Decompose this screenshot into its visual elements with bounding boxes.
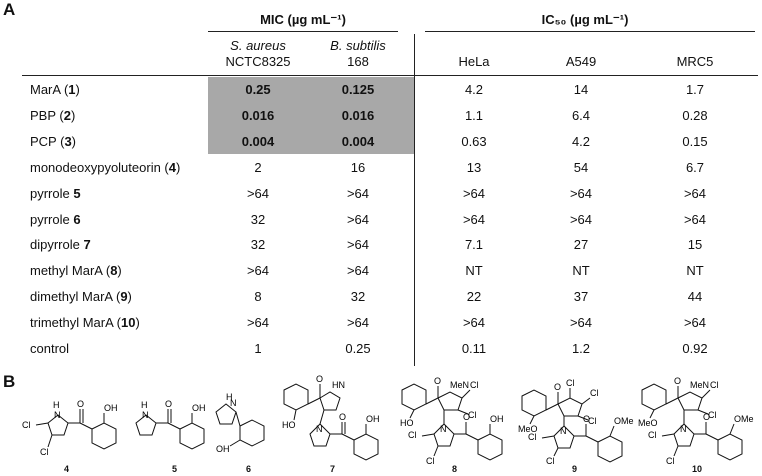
value-cell: 6.7 [685,159,705,175]
svg-text:N: N [440,424,447,434]
compound-name: methyl MarA (8) [30,263,122,279]
svg-text:MeO: MeO [518,424,538,434]
value-cell: NT [465,263,483,279]
value-cell: 7.1 [464,237,484,253]
svg-text:Cl: Cl [546,456,555,466]
value-cell: 32 [250,237,266,253]
structure-6 [206,390,276,470]
value-cell: 0.28 [682,107,708,123]
value-cell: >64 [346,211,370,227]
header-divider [22,75,758,76]
svg-text:Cl: Cl [590,388,599,398]
svg-text:HO: HO [400,418,414,428]
svg-text:O: O [703,412,711,422]
svg-text:Cl: Cl [566,378,575,388]
compound-label-6: 6 [246,464,252,474]
value-cell: 32 [350,289,366,305]
table-row [0,259,762,285]
value-cell: 0.016 [241,107,275,123]
svg-text:Cl: Cl [40,447,49,457]
value-cell: 1.1 [464,107,484,123]
svg-text:OH: OH [490,414,504,424]
svg-text:N: N [54,410,61,420]
mic-group-header: MIC (µg mL⁻¹) [260,12,346,27]
value-cell: >64 [462,315,486,331]
svg-text:N: N [142,410,149,420]
value-cell: 16 [350,159,366,175]
table-row [0,182,762,208]
value-cell: >64 [346,185,370,201]
structure-7 [280,376,390,471]
value-cell: 0.11 [461,341,487,356]
svg-text:O: O [165,399,173,409]
value-cell: >64 [569,185,593,201]
value-cell: NT [572,263,590,279]
value-cell: 0.25 [245,82,271,97]
col-header-mrc5: MRC5 [676,54,714,69]
svg-text:Cl: Cl [648,430,657,440]
col-header-a549: A549 [565,54,597,69]
compound-label-5: 5 [172,464,178,474]
svg-text:HO: HO [282,420,296,430]
value-cell: 4.2 [571,133,591,149]
svg-text:OMe: OMe [614,416,634,426]
structure-4 [20,395,130,470]
structure-9 [518,376,643,471]
compound-name: PCP (3) [30,133,77,149]
compound-label-8: 8 [452,464,458,474]
value-cell: >64 [462,185,486,201]
svg-text:Cl: Cl [408,430,417,440]
table-row [0,337,762,363]
svg-text:HN: HN [332,380,345,390]
table-row [0,208,762,234]
value-cell: 13 [466,159,482,175]
svg-text:MeN: MeN [690,380,710,390]
compound-name: pyrrole 6 [30,211,81,227]
compound-name: monodeoxypyoluteorin (4) [30,159,181,175]
svg-text:O: O [339,412,347,422]
value-cell: 0.004 [241,133,275,149]
compound-name: pyrrole 5 [30,185,81,201]
compound-name: trimethyl MarA (10) [30,315,140,331]
svg-text:O: O [674,376,682,386]
structure-10 [638,376,762,471]
value-cell: 0.125 [341,82,375,97]
svg-text:H: H [53,400,60,410]
svg-text:Cl: Cl [588,416,597,426]
value-cell: 0.92 [682,341,708,356]
value-cell: 27 [573,237,589,253]
svg-text:Cl: Cl [470,380,479,390]
svg-text:OH: OH [216,444,230,454]
compound-name: dipyrrole 7 [30,237,91,253]
compound-label-7: 7 [330,464,336,474]
svg-text:N: N [560,426,567,436]
svg-text:H: H [226,392,233,402]
svg-text:O: O [434,376,442,386]
svg-text:OH: OH [104,403,118,413]
compound-name: MarA (1) [30,82,80,97]
compound-label-4: 4 [64,464,70,474]
value-cell: 15 [687,237,703,253]
value-cell: 4.2 [464,82,484,97]
value-cell: >64 [346,315,370,331]
table-row [0,233,762,259]
value-cell: 0.004 [341,133,375,149]
table-row [0,104,762,130]
value-cell: 0.63 [461,133,487,149]
value-cell: 8 [254,289,262,305]
value-cell: >64 [246,185,270,201]
table-row [0,156,762,182]
table-row [0,78,762,104]
compound-label-10: 10 [692,464,703,474]
value-cell: 22 [466,289,482,305]
svg-text:Cl: Cl [426,456,435,466]
svg-text:Cl: Cl [528,432,537,442]
value-cell: >64 [683,315,707,331]
table-row [0,311,762,337]
svg-text:Cl: Cl [22,420,31,430]
value-cell: 6.4 [571,107,591,123]
value-cell: >64 [246,315,270,331]
svg-text:MeN: MeN [450,380,470,390]
value-cell: 0.25 [345,341,371,356]
value-cell: 1 [254,341,262,356]
value-cell: 44 [687,289,703,305]
value-cell: 14 [573,82,589,97]
compound-name: PBP (2) [30,107,76,123]
value-cell: 32 [250,211,266,227]
table-row [0,130,762,156]
svg-text:N: N [230,398,237,408]
col-header-s-aureus: S. aureus NCTC8325 [225,38,291,69]
svg-text:O: O [583,414,591,424]
value-cell: >64 [683,185,707,201]
value-cell: 1.7 [685,82,705,97]
mic-header-rule [208,31,398,32]
compound-name: dimethyl MarA (9) [30,289,132,305]
svg-text:OH: OH [192,403,206,413]
col-header-hela: HeLa [458,54,490,69]
value-cell: >64 [569,211,593,227]
value-cell: 37 [573,289,589,305]
svg-text:OMe: OMe [734,414,754,424]
value-cell: >64 [246,263,270,279]
value-cell: NT [686,263,704,279]
value-cell: 2 [254,159,262,175]
structure-8 [398,376,518,471]
svg-text:O: O [77,399,85,409]
svg-text:OH: OH [366,414,380,424]
svg-text:N: N [680,424,687,434]
svg-text:O: O [316,374,324,384]
panel-b-label: B [3,372,16,391]
panel-a-label: A [3,0,16,19]
ic50-group-header: IC₅₀ (µg mL⁻¹) [541,12,629,27]
value-cell: >64 [569,315,593,331]
svg-text:Cl: Cl [666,456,675,466]
table-row [0,285,762,311]
svg-text:Cl: Cl [710,380,719,390]
svg-text:O: O [554,382,562,392]
svg-text:O: O [463,412,471,422]
svg-text:Cl: Cl [708,410,717,420]
value-cell: >64 [683,211,707,227]
value-cell: 54 [573,159,589,175]
compound-label-9: 9 [572,464,578,474]
value-cell: >64 [462,211,486,227]
value-cell: >64 [346,237,370,253]
value-cell: 0.016 [341,107,375,123]
compound-name: control [30,341,70,356]
svg-text:MeO: MeO [638,418,658,428]
svg-text:N: N [316,424,323,434]
svg-text:H: H [141,400,148,410]
col-header-b-subtilis: B. subtilis 168 [330,38,386,69]
ic50-header-rule [425,31,755,32]
value-cell: 1.2 [571,341,591,356]
value-cell: 0.15 [682,133,708,149]
value-cell: >64 [346,263,370,279]
structure-5 [124,395,214,470]
svg-text:Cl: Cl [468,410,477,420]
